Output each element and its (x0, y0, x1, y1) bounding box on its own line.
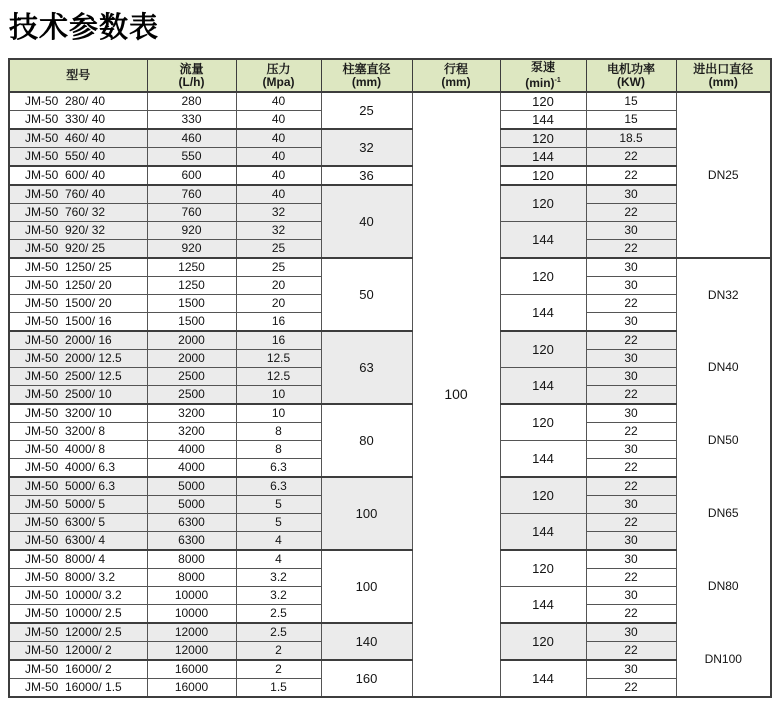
cell-model: JM-50 920/ 32 (9, 222, 147, 240)
cell-flow: 5000 (147, 496, 236, 514)
cell-model: JM-50 16000/ 2 (9, 660, 147, 679)
cell-pressure: 16 (236, 331, 321, 350)
cell-pump-speed: 120 (500, 129, 586, 148)
cell-pump-speed: 144 (500, 148, 586, 167)
cell-pressure: 5 (236, 496, 321, 514)
cell-flow: 12000 (147, 623, 236, 642)
cell-pressure: 5 (236, 514, 321, 532)
cell-motor-power: 22 (586, 148, 676, 167)
cell-pressure: 1.5 (236, 679, 321, 698)
cell-model: JM-50 1250/ 20 (9, 277, 147, 295)
cell-motor-power: 30 (586, 350, 676, 368)
column-header-flow: 流量 (L/h) (147, 59, 236, 92)
cell-flow: 550 (147, 148, 236, 167)
table-row (9, 404, 771, 423)
cell-model: JM-50 760/ 32 (9, 204, 147, 222)
cell-port-diameter: DN80 (676, 550, 771, 623)
cell-motor-power: 30 (586, 496, 676, 514)
cell-model: JM-50 920/ 25 (9, 240, 147, 259)
cell-flow: 1500 (147, 295, 236, 313)
cell-model: JM-50 12000/ 2 (9, 642, 147, 661)
cell-flow: 330 (147, 111, 236, 130)
cell-model: JM-50 16000/ 1.5 (9, 679, 147, 698)
cell-flow: 2000 (147, 350, 236, 368)
cell-model: JM-50 12000/ 2.5 (9, 623, 147, 642)
cell-port-diameter: DN65 (676, 477, 771, 550)
cell-model: JM-50 2000/ 16 (9, 331, 147, 350)
cell-flow: 460 (147, 129, 236, 148)
cell-motor-power: 22 (586, 386, 676, 405)
cell-flow: 1500 (147, 313, 236, 332)
cell-plunger-diameter: 63 (321, 331, 412, 404)
cell-motor-power: 22 (586, 166, 676, 185)
cell-motor-power: 22 (586, 295, 676, 313)
cell-motor-power: 22 (586, 477, 676, 496)
cell-pressure: 2 (236, 660, 321, 679)
column-header-model: 型号 (9, 59, 147, 92)
table-header-row (9, 59, 771, 92)
cell-pressure: 32 (236, 204, 321, 222)
cell-pressure: 6.3 (236, 459, 321, 478)
table-header-row (9, 59, 771, 92)
cell-motor-power: 22 (586, 331, 676, 350)
cell-pump-speed: 120 (500, 550, 586, 587)
cell-pump-speed: 144 (500, 111, 586, 130)
cell-model: JM-50 3200/ 8 (9, 423, 147, 441)
column-header-pump-speed: 泵速 $(\min)^{-1}$ (500, 59, 586, 92)
cell-model: JM-50 460/ 40 (9, 129, 147, 148)
cell-motor-power: 18.5 (586, 129, 676, 148)
cell-pressure: 40 (236, 129, 321, 148)
cell-port-diameter: DN50 (676, 404, 771, 477)
cell-plunger-diameter: 25 (321, 92, 412, 129)
cell-model: JM-50 1500/ 20 (9, 295, 147, 313)
cell-flow: 10000 (147, 587, 236, 605)
cell-motor-power: 15 (586, 111, 676, 130)
cell-pressure: 3.2 (236, 587, 321, 605)
cell-pressure: 8 (236, 423, 321, 441)
cell-pressure: 2.5 (236, 605, 321, 624)
cell-model: JM-50 2000/ 12.5 (9, 350, 147, 368)
cell-flow: 6300 (147, 514, 236, 532)
cell-motor-power: 30 (586, 368, 676, 386)
cell-pressure: 8 (236, 441, 321, 459)
cell-pressure: 10 (236, 404, 321, 423)
cell-motor-power: 30 (586, 313, 676, 332)
table-body (9, 92, 771, 697)
cell-flow: 760 (147, 204, 236, 222)
cell-model: JM-50 4000/ 8 (9, 441, 147, 459)
cell-flow: 1250 (147, 277, 236, 295)
cell-motor-power: 22 (586, 204, 676, 222)
cell-model: JM-50 4000/ 6.3 (9, 459, 147, 478)
cell-pump-speed: 120 (500, 331, 586, 368)
cell-port-diameter: DN40 (676, 331, 771, 404)
cell-pump-speed: 144 (500, 441, 586, 478)
cell-model: JM-50 760/ 40 (9, 185, 147, 204)
cell-plunger-diameter: 40 (321, 185, 412, 258)
cell-pressure: 40 (236, 166, 321, 185)
cell-flow: 2000 (147, 331, 236, 350)
table-row (9, 623, 771, 642)
cell-flow: 2500 (147, 386, 236, 405)
cell-pump-speed: 120 (500, 623, 586, 660)
cell-pump-speed: 120 (500, 92, 586, 111)
cell-motor-power: 22 (586, 240, 676, 259)
cell-plunger-diameter: 140 (321, 623, 412, 660)
table-row (9, 331, 771, 350)
cell-pump-speed: 144 (500, 222, 586, 259)
cell-motor-power: 30 (586, 277, 676, 295)
cell-motor-power: 30 (586, 441, 676, 459)
cell-pressure: 20 (236, 295, 321, 313)
cell-flow: 4000 (147, 441, 236, 459)
cell-model: JM-50 1500/ 16 (9, 313, 147, 332)
cell-motor-power: 22 (586, 642, 676, 661)
cell-motor-power: 22 (586, 514, 676, 532)
cell-model: JM-50 3200/ 10 (9, 404, 147, 423)
cell-flow: 6300 (147, 532, 236, 551)
cell-motor-power: 30 (586, 532, 676, 551)
cell-model: JM-50 5000/ 5 (9, 496, 147, 514)
cell-pressure: 25 (236, 258, 321, 277)
cell-pressure: 40 (236, 148, 321, 167)
cell-flow: 4000 (147, 459, 236, 478)
cell-flow: 5000 (147, 477, 236, 496)
cell-flow: 920 (147, 222, 236, 240)
cell-model: JM-50 330/ 40 (9, 111, 147, 130)
cell-pump-speed: 120 (500, 404, 586, 441)
cell-pump-speed: 120 (500, 258, 586, 295)
cell-model: JM-50 6300/ 5 (9, 514, 147, 532)
table-row (9, 166, 771, 185)
cell-motor-power: 30 (586, 222, 676, 240)
cell-motor-power: 30 (586, 623, 676, 642)
cell-flow: 600 (147, 166, 236, 185)
cell-pump-speed: 144 (500, 660, 586, 697)
column-header-port-diameter: 进出口直径 (mm) (676, 59, 771, 92)
cell-flow: 8000 (147, 550, 236, 569)
cell-pump-speed: 144 (500, 514, 586, 551)
cell-pressure: 12.5 (236, 350, 321, 368)
cell-flow: 280 (147, 92, 236, 111)
cell-pressure: 10 (236, 386, 321, 405)
cell-pressure: 2 (236, 642, 321, 661)
cell-flow: 16000 (147, 679, 236, 698)
cell-pressure: 6.3 (236, 477, 321, 496)
cell-model: JM-50 2500/ 10 (9, 386, 147, 405)
cell-model: JM-50 8000/ 4 (9, 550, 147, 569)
column-header-motor-power: 电机功率 (KW) (586, 59, 676, 92)
parameters-table (8, 58, 772, 698)
cell-motor-power: 30 (586, 550, 676, 569)
cell-flow: 8000 (147, 569, 236, 587)
table-row (9, 129, 771, 148)
cell-flow: 2500 (147, 368, 236, 386)
cell-pump-speed: 120 (500, 477, 586, 514)
page-title: 技术参数表 (9, 10, 160, 44)
cell-plunger-diameter: 100 (321, 550, 412, 623)
cell-flow: 10000 (147, 605, 236, 624)
cell-model: JM-50 600/ 40 (9, 166, 147, 185)
column-header-pressure: 压力 (Mpa) (236, 59, 321, 92)
cell-pump-speed: 144 (500, 368, 586, 405)
cell-plunger-diameter: 50 (321, 258, 412, 331)
column-header-stroke: 行程 (mm) (412, 59, 500, 92)
cell-pressure: 40 (236, 185, 321, 204)
table-row (9, 92, 771, 111)
cell-flow: 760 (147, 185, 236, 204)
cell-flow: 920 (147, 240, 236, 259)
cell-pressure: 32 (236, 222, 321, 240)
cell-pressure: 4 (236, 532, 321, 551)
cell-motor-power: 22 (586, 679, 676, 698)
cell-model: JM-50 5000/ 6.3 (9, 477, 147, 496)
cell-model: JM-50 1250/ 25 (9, 258, 147, 277)
cell-motor-power: 22 (586, 423, 676, 441)
cell-model: JM-50 280/ 40 (9, 92, 147, 111)
table-row (9, 660, 771, 679)
cell-pressure: 3.2 (236, 569, 321, 587)
cell-pressure: 2.5 (236, 623, 321, 642)
column-header-plunger-diameter: 柱塞直径 (mm) (321, 59, 412, 92)
cell-plunger-diameter: 80 (321, 404, 412, 477)
cell-flow: 12000 (147, 642, 236, 661)
cell-pressure: 40 (236, 111, 321, 130)
cell-model: JM-50 10000/ 3.2 (9, 587, 147, 605)
cell-motor-power: 15 (586, 92, 676, 111)
cell-model: JM-50 6300/ 4 (9, 532, 147, 551)
cell-motor-power: 30 (586, 660, 676, 679)
cell-plunger-diameter: 32 (321, 129, 412, 166)
table-row (9, 477, 771, 496)
cell-motor-power: 22 (586, 605, 676, 624)
cell-model: JM-50 8000/ 3.2 (9, 569, 147, 587)
cell-flow: 3200 (147, 423, 236, 441)
cell-plunger-diameter: 160 (321, 660, 412, 697)
cell-pressure: 12.5 (236, 368, 321, 386)
cell-motor-power: 22 (586, 569, 676, 587)
cell-pump-speed: 120 (500, 185, 586, 222)
table-row (9, 185, 771, 204)
table-row (9, 258, 771, 277)
cell-flow: 3200 (147, 404, 236, 423)
cell-motor-power: 30 (586, 185, 676, 204)
cell-plunger-diameter: 36 (321, 166, 412, 185)
cell-pump-speed: 120 (500, 166, 586, 185)
cell-pressure: 25 (236, 240, 321, 259)
cell-port-diameter: DN25 (676, 92, 771, 258)
cell-pump-speed: 144 (500, 295, 586, 332)
cell-model: JM-50 550/ 40 (9, 148, 147, 167)
cell-flow: 1250 (147, 258, 236, 277)
cell-motor-power: 22 (586, 459, 676, 478)
cell-port-diameter: DN100 (676, 623, 771, 697)
cell-pressure: 4 (236, 550, 321, 569)
cell-pressure: 20 (236, 277, 321, 295)
cell-model: JM-50 10000/ 2.5 (9, 605, 147, 624)
cell-motor-power: 30 (586, 587, 676, 605)
cell-motor-power: 30 (586, 404, 676, 423)
cell-model: JM-50 2500/ 12.5 (9, 368, 147, 386)
cell-stroke: 100 (412, 92, 500, 697)
cell-port-diameter: DN32 (676, 258, 771, 331)
cell-flow: 16000 (147, 660, 236, 679)
cell-plunger-diameter: 100 (321, 477, 412, 550)
cell-pressure: 16 (236, 313, 321, 332)
cell-pump-speed: 144 (500, 587, 586, 624)
cell-pressure: 40 (236, 92, 321, 111)
table-row (9, 550, 771, 569)
cell-motor-power: 30 (586, 258, 676, 277)
